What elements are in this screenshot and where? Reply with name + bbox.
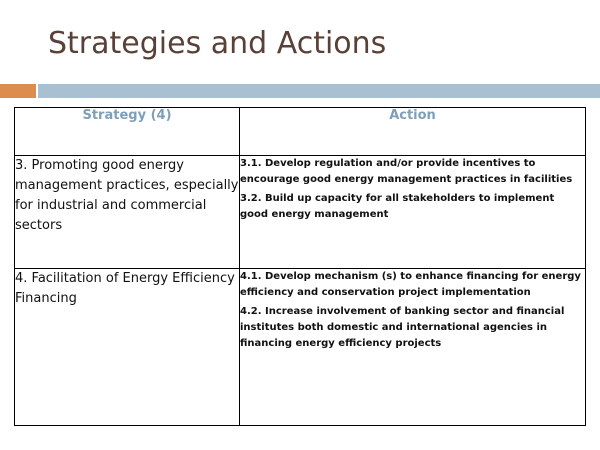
table-row [15,156,586,269]
action-column-header: Action [240,108,586,156]
action-item: 3.1. Develop regulation and/or provide incentives to encourage good energy management practices in facilities [240,158,573,185]
strategy-cell: 3. Promoting good energy management practices, especially for industrial and commercial sectors [15,156,240,269]
strategy-column-header: Strategy (4) [15,108,240,156]
action-item: 3.2. Build up capacity for all stakeholders to implement good energy management [240,193,555,220]
accent-bar-blue [38,84,600,98]
table-row [15,269,586,426]
strategy-cell: 4. Facilitation of Energy Efficiency Financing [15,269,240,426]
slide-title: Strategies and Actions [48,26,387,61]
action-cell [240,269,586,426]
table-header-row [15,108,586,156]
strategy-action-table [14,107,586,426]
accent-bar-orange [0,84,36,98]
action-item: 4.2. Increase involvement of banking sector and financial institutes both domestic and international agencies in financing energy efficiency projects [240,306,565,349]
action-item: 4.1. Develop mechanism (s) to enhance financing for energy efficiency and conservation project implementation [240,271,581,298]
action-cell [240,156,586,269]
